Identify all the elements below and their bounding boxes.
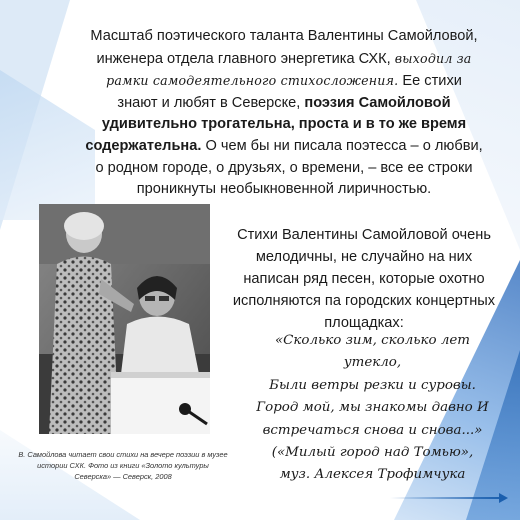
poem-line: «Сколько зим, сколько лет (274, 333, 470, 348)
arrow-right-icon (499, 493, 508, 503)
songs-paragraph: Стихи Валентины Самойловой очень мелодичны, не случайно на них написан ряд песен, которые охотно исполняются па городских концертных площадках: (232, 227, 496, 331)
poem-line: муз. Алексея Трофимчука (279, 467, 466, 483)
poem-line: Были ветры резки и суровы. (269, 377, 476, 393)
intro-text-2: Ее стихи знают и любят в Северске, (117, 73, 462, 111)
intro-bold: поэзия Самойловой удивительно трогательна, проста и в то же время содержательна. (85, 94, 467, 154)
poem-line: утекло, (343, 355, 402, 371)
arrow-line (390, 497, 502, 499)
poem-quote (240, 330, 505, 487)
photo-caption: В. Самойлова читает свои стихи на вечере поэзии в музее истории СХК. Фото из книги «Золото культуры Северска» — Северск, 2008 (18, 450, 228, 481)
poem-line: («Милый город над Томью», (271, 445, 474, 461)
intro-text-1: Масштаб поэтического таланта Валентины Самойловой, инженера отдела главного энергетика СХК, (90, 28, 478, 67)
poem-line: встречаться снова и снова...» (262, 422, 483, 438)
intro-text-3: О чем бы ни писала поэтесса – о любви, о родном городе, о друзьях, о времени, – все ее строки проникнуты необыкновенной лиричностью. (95, 137, 483, 198)
archive-photo (39, 204, 210, 434)
intro-handwritten: выходил за рамки самодеятельного стихосложения. (106, 50, 472, 89)
intro-paragraph (84, 26, 484, 201)
poem-line: Город мой, мы знакомы давно И (256, 400, 489, 416)
